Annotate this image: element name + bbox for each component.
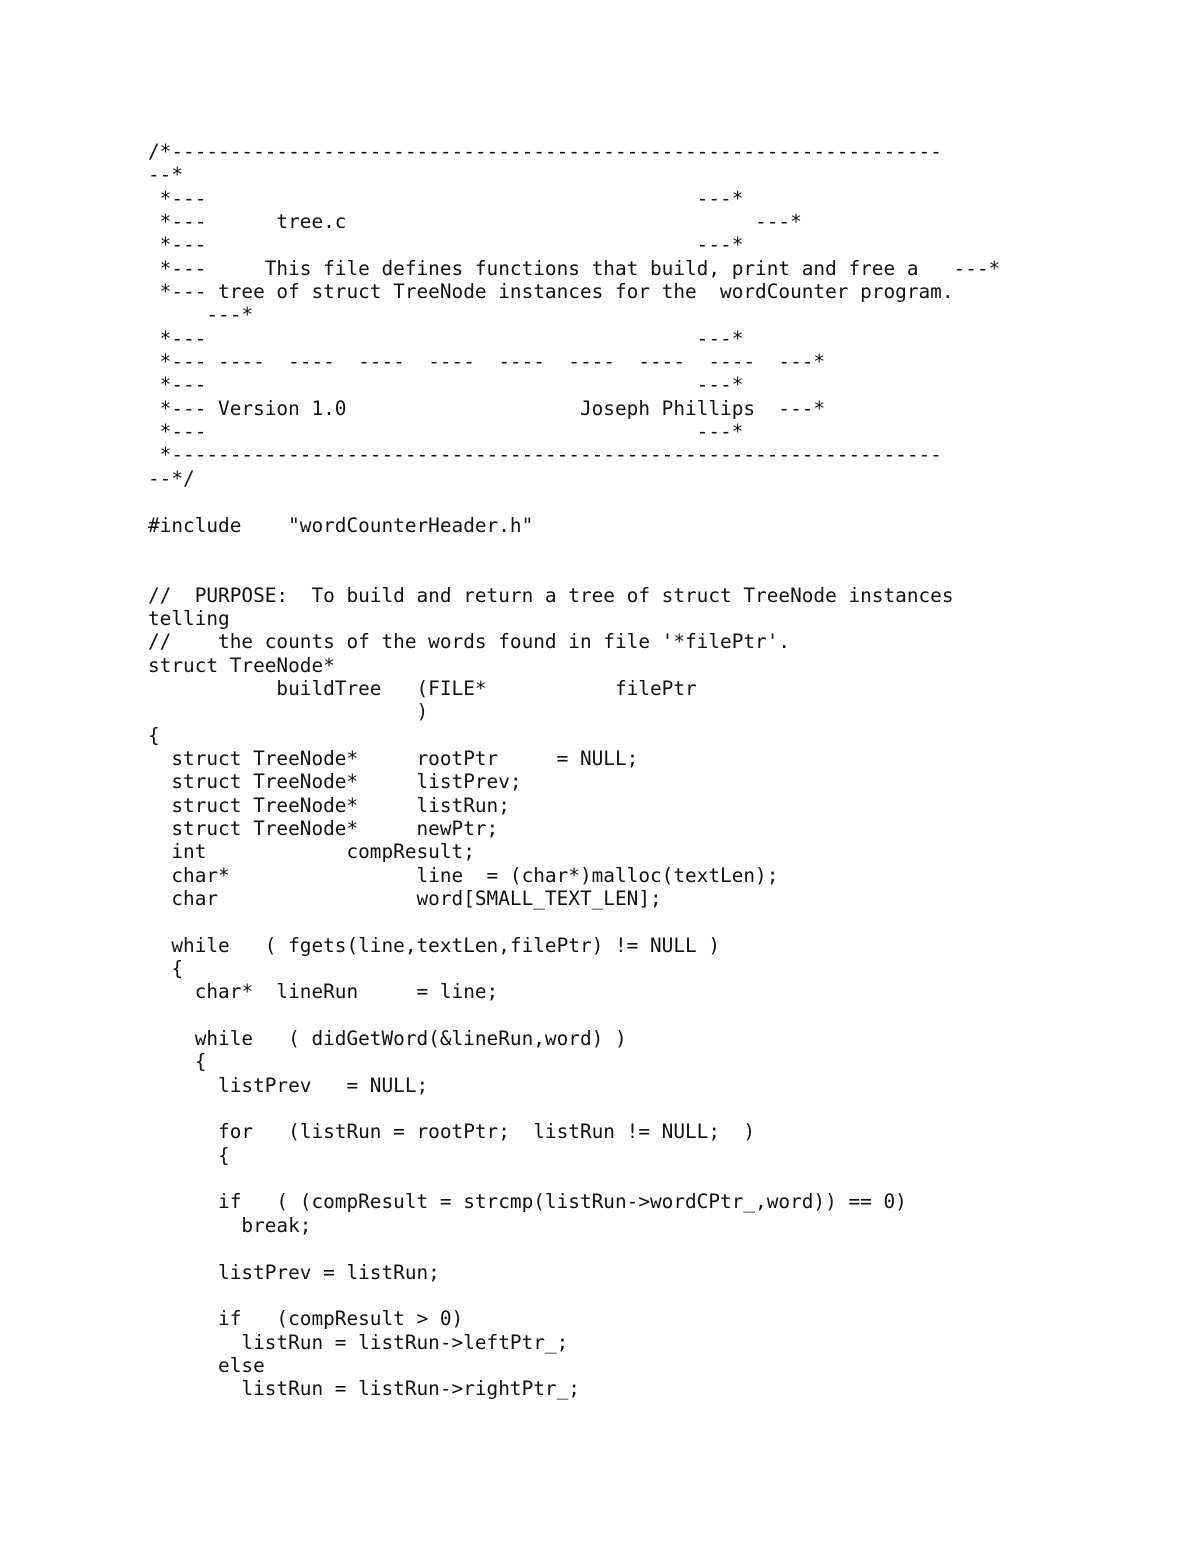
code-line: *------------------------------------------------------------------ [148,443,942,467]
code-line: *--- ---* [148,233,744,257]
code-line: listPrev = listRun; [148,1260,440,1284]
code-line: struct TreeNode* [148,653,335,677]
code-line: struct TreeNode* rootPtr = NULL; [148,746,639,770]
code-line: *--- Version 1.0 Joseph Phillips ---* [148,396,826,420]
code-line: { [148,957,184,981]
code-line: int compResult; [148,840,475,864]
code-line: listPrev = NULL; [148,1073,429,1097]
code-line: char word[SMALL_TEXT_LEN]; [148,887,662,910]
code-line: --* [148,163,184,187]
code-line [148,1237,1000,1260]
code-line: { [148,723,160,747]
code-line [148,1284,1000,1307]
code-line: { [148,1050,207,1074]
code-line: for (listRun = rootPtr; listRun != NULL; ) [148,1120,756,1144]
code-line: /*------------------------------------------------------------------ [148,140,942,163]
code-line: if ( (compResult = strcmp(listRun->wordCPtr_,word)) == 0) [148,1190,907,1214]
code-line: listRun = listRun->leftPtr_; [148,1330,569,1354]
code-line: *--- This file defines functions that build, print and free a ---* [148,256,1001,280]
code-line: char* lineRun = line; [148,980,499,1004]
code-line: if (compResult > 0) [148,1307,464,1331]
code-line: struct TreeNode* newPtr; [148,816,499,840]
code-line: *--- ---- ---- ---- ---- ---- ---- ---- ---- ---* [148,350,826,374]
code-line: --*/ [148,466,195,490]
code-line: { [148,1143,230,1167]
code-line: *--- ---* [148,420,744,444]
code-line [148,1167,1000,1190]
code-line: listRun = listRun->rightPtr_; [148,1377,580,1401]
code-line [148,910,1000,933]
code-line: else [148,1353,265,1377]
code-line: *--- ---* [148,326,744,350]
code-line: struct TreeNode* listPrev; [148,770,522,794]
code-line: #include "wordCounterHeader.h" [148,513,534,537]
code-line [148,537,1000,560]
code-line: while ( didGetWord(&lineRun,word) ) [148,1027,627,1051]
code-line: buildTree (FILE* filePtr [148,676,697,700]
code-line [148,560,1000,583]
source-code-listing [148,140,1000,1401]
code-line: char* line = (char*)malloc(textLen); [148,863,779,887]
code-line: // the counts of the words found in file '*filePtr'. [148,630,791,654]
code-line: *--- ---* [148,186,744,210]
code-line: while ( fgets(line,textLen,filePtr) != NULL ) [148,933,721,957]
code-line [148,1004,1000,1027]
code-line: ---* [148,303,254,327]
code-line: *--- tree of struct TreeNode instances for the wordCounter program. [148,280,954,304]
code-line: *--- ---* [148,373,744,397]
code-line [148,490,1000,513]
code-line: telling [148,606,230,630]
code-line: // PURPOSE: To build and return a tree of struct TreeNode instances [148,583,954,607]
code-line [148,1097,1000,1120]
code-line: break; [148,1213,312,1237]
code-line: *--- tree.c ---* [148,210,802,234]
code-line: ) [148,700,429,724]
code-line: struct TreeNode* listRun; [148,793,510,817]
